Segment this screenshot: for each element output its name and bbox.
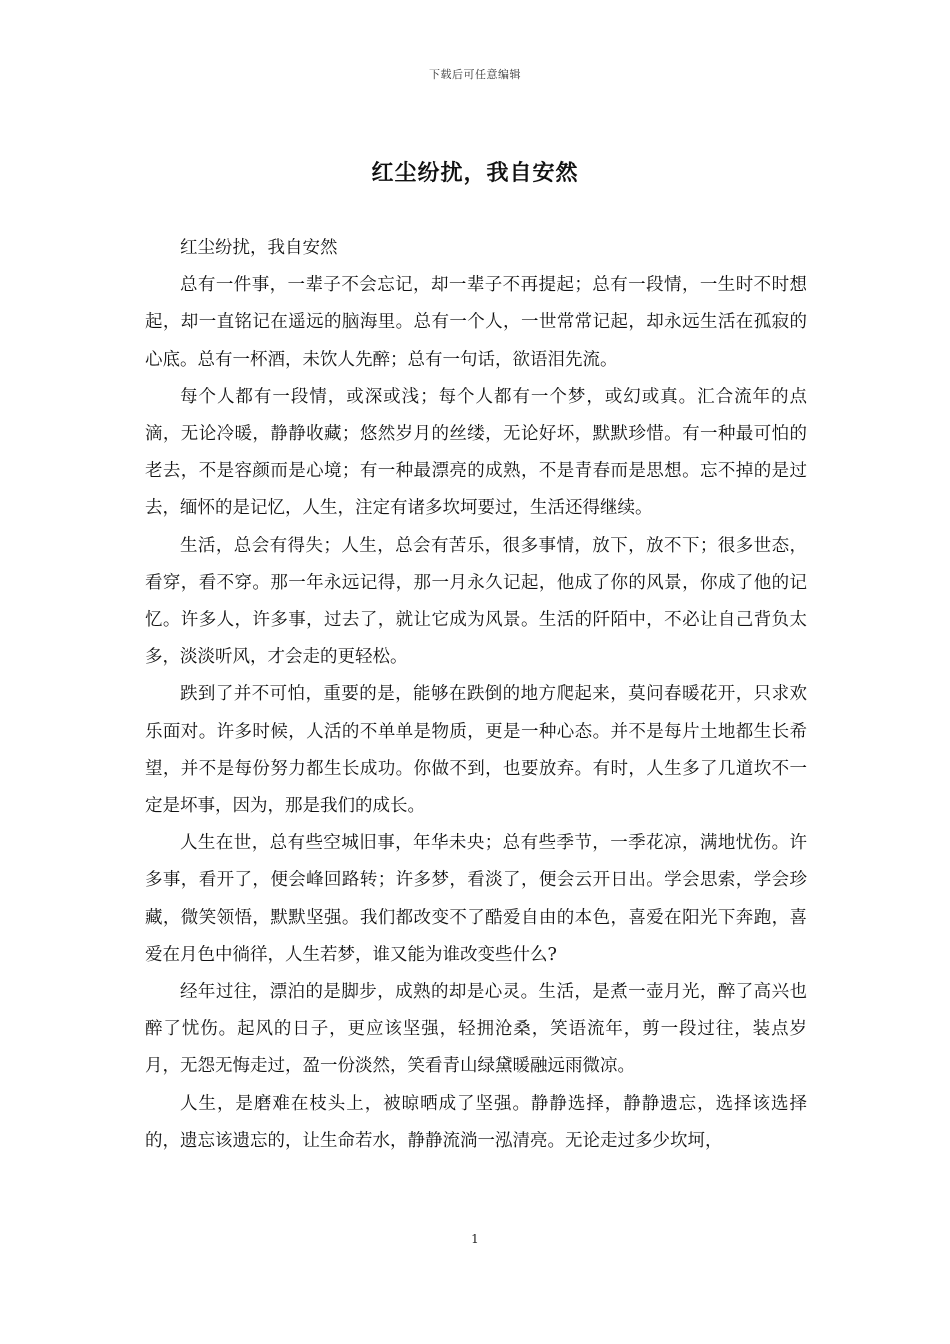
paragraph: 每个人都有一段情，或深或浅；每个人都有一个梦，或幻或真。汇合流年的点滴，无论冷暖，静静收藏；悠然岁月的丝缕，无论好坏，默默珍惜。有一种最可怕的老去，不是容颜而是心境；有一种最漂亮的成熟，不是青春而是思想。忘不掉的是过去，缅怀的是记忆，人生，注定有诸多坎坷要过，生活还得继续。 (145, 386, 807, 519)
document-title: 红尘纷扰，我自安然 (371, 160, 579, 186)
paragraph: 人生在世，总有些空城旧事，年华未央；总有些季节，一季花凉，满地忧伤。许多事，看开了，便会峰回路转；许多梦，看淡了，便会云开日出。学会思索，学会珍藏，微笑领悟，默默坚强。我们都改变不了酷爱自由的本色，喜爱在阳光下奔跑，喜爱在月色中徜徉，人生若梦，谁又能为谁改变些什么? (145, 833, 807, 965)
document-body (145, 230, 807, 1160)
paragraph: 生活，总会有得失；人生，总会有苦乐，很多事情，放下，放不下；很多世态，看穿，看不穿。那一年永远记得，那一月永久记起，他成了你的风景，你成了他的记忆。许多人，许多事，过去了，就让它成为风景。生活的阡陌中，不必让自己背负太多，淡淡听风，才会走的更轻松。 (145, 535, 807, 668)
paragraph: 人生，是磨难在枝头上，被晾晒成了坚强。静静选择，静静遗忘，选择该选择的，遗忘该遗忘的，让生命若水，静静流淌一泓清亮。无论走过多少坎坷， (145, 1093, 807, 1151)
paragraph: 经年过往，漂泊的是脚步，成熟的却是心灵。生活，是煮一壶月光，醉了高兴也醉了忧伤。起风的日子，更应该坚强，轻拥沧桑，笑语流年，剪一段过往，装点岁月，无怨无悔走过，盈一份淡然，笑看青山绿黛暖融远雨微凉。 (145, 982, 807, 1077)
page-number: 1 (471, 1232, 479, 1246)
page-header: 下载后可任意编辑 (429, 68, 521, 81)
paragraph-subtitle: 红尘纷扰，我自安然 (180, 238, 338, 258)
paragraph: 总有一件事，一辈子不会忘记，却一辈子不再提起；总有一段情，一生时不时想起，却一直铭记在遥远的脑海里。总有一个人，一世常常记起，却永远生活在孤寂的心底。总有一杯酒，未饮人先醉；总有一句话，欲语泪先流。 (145, 275, 807, 370)
paragraph: 跌到了并不可怕，重要的是，能够在跌倒的地方爬起来，莫问春暖花开，只求欢乐面对。许多时候，人活的不单单是物质，更是一种心态。并不是每片土地都生长希望，并不是每份努力都生长成功。你做不到，也要放弃。有时，人生多了几道坎不一定是坏事，因为，那是我们的成长。 (145, 684, 807, 817)
